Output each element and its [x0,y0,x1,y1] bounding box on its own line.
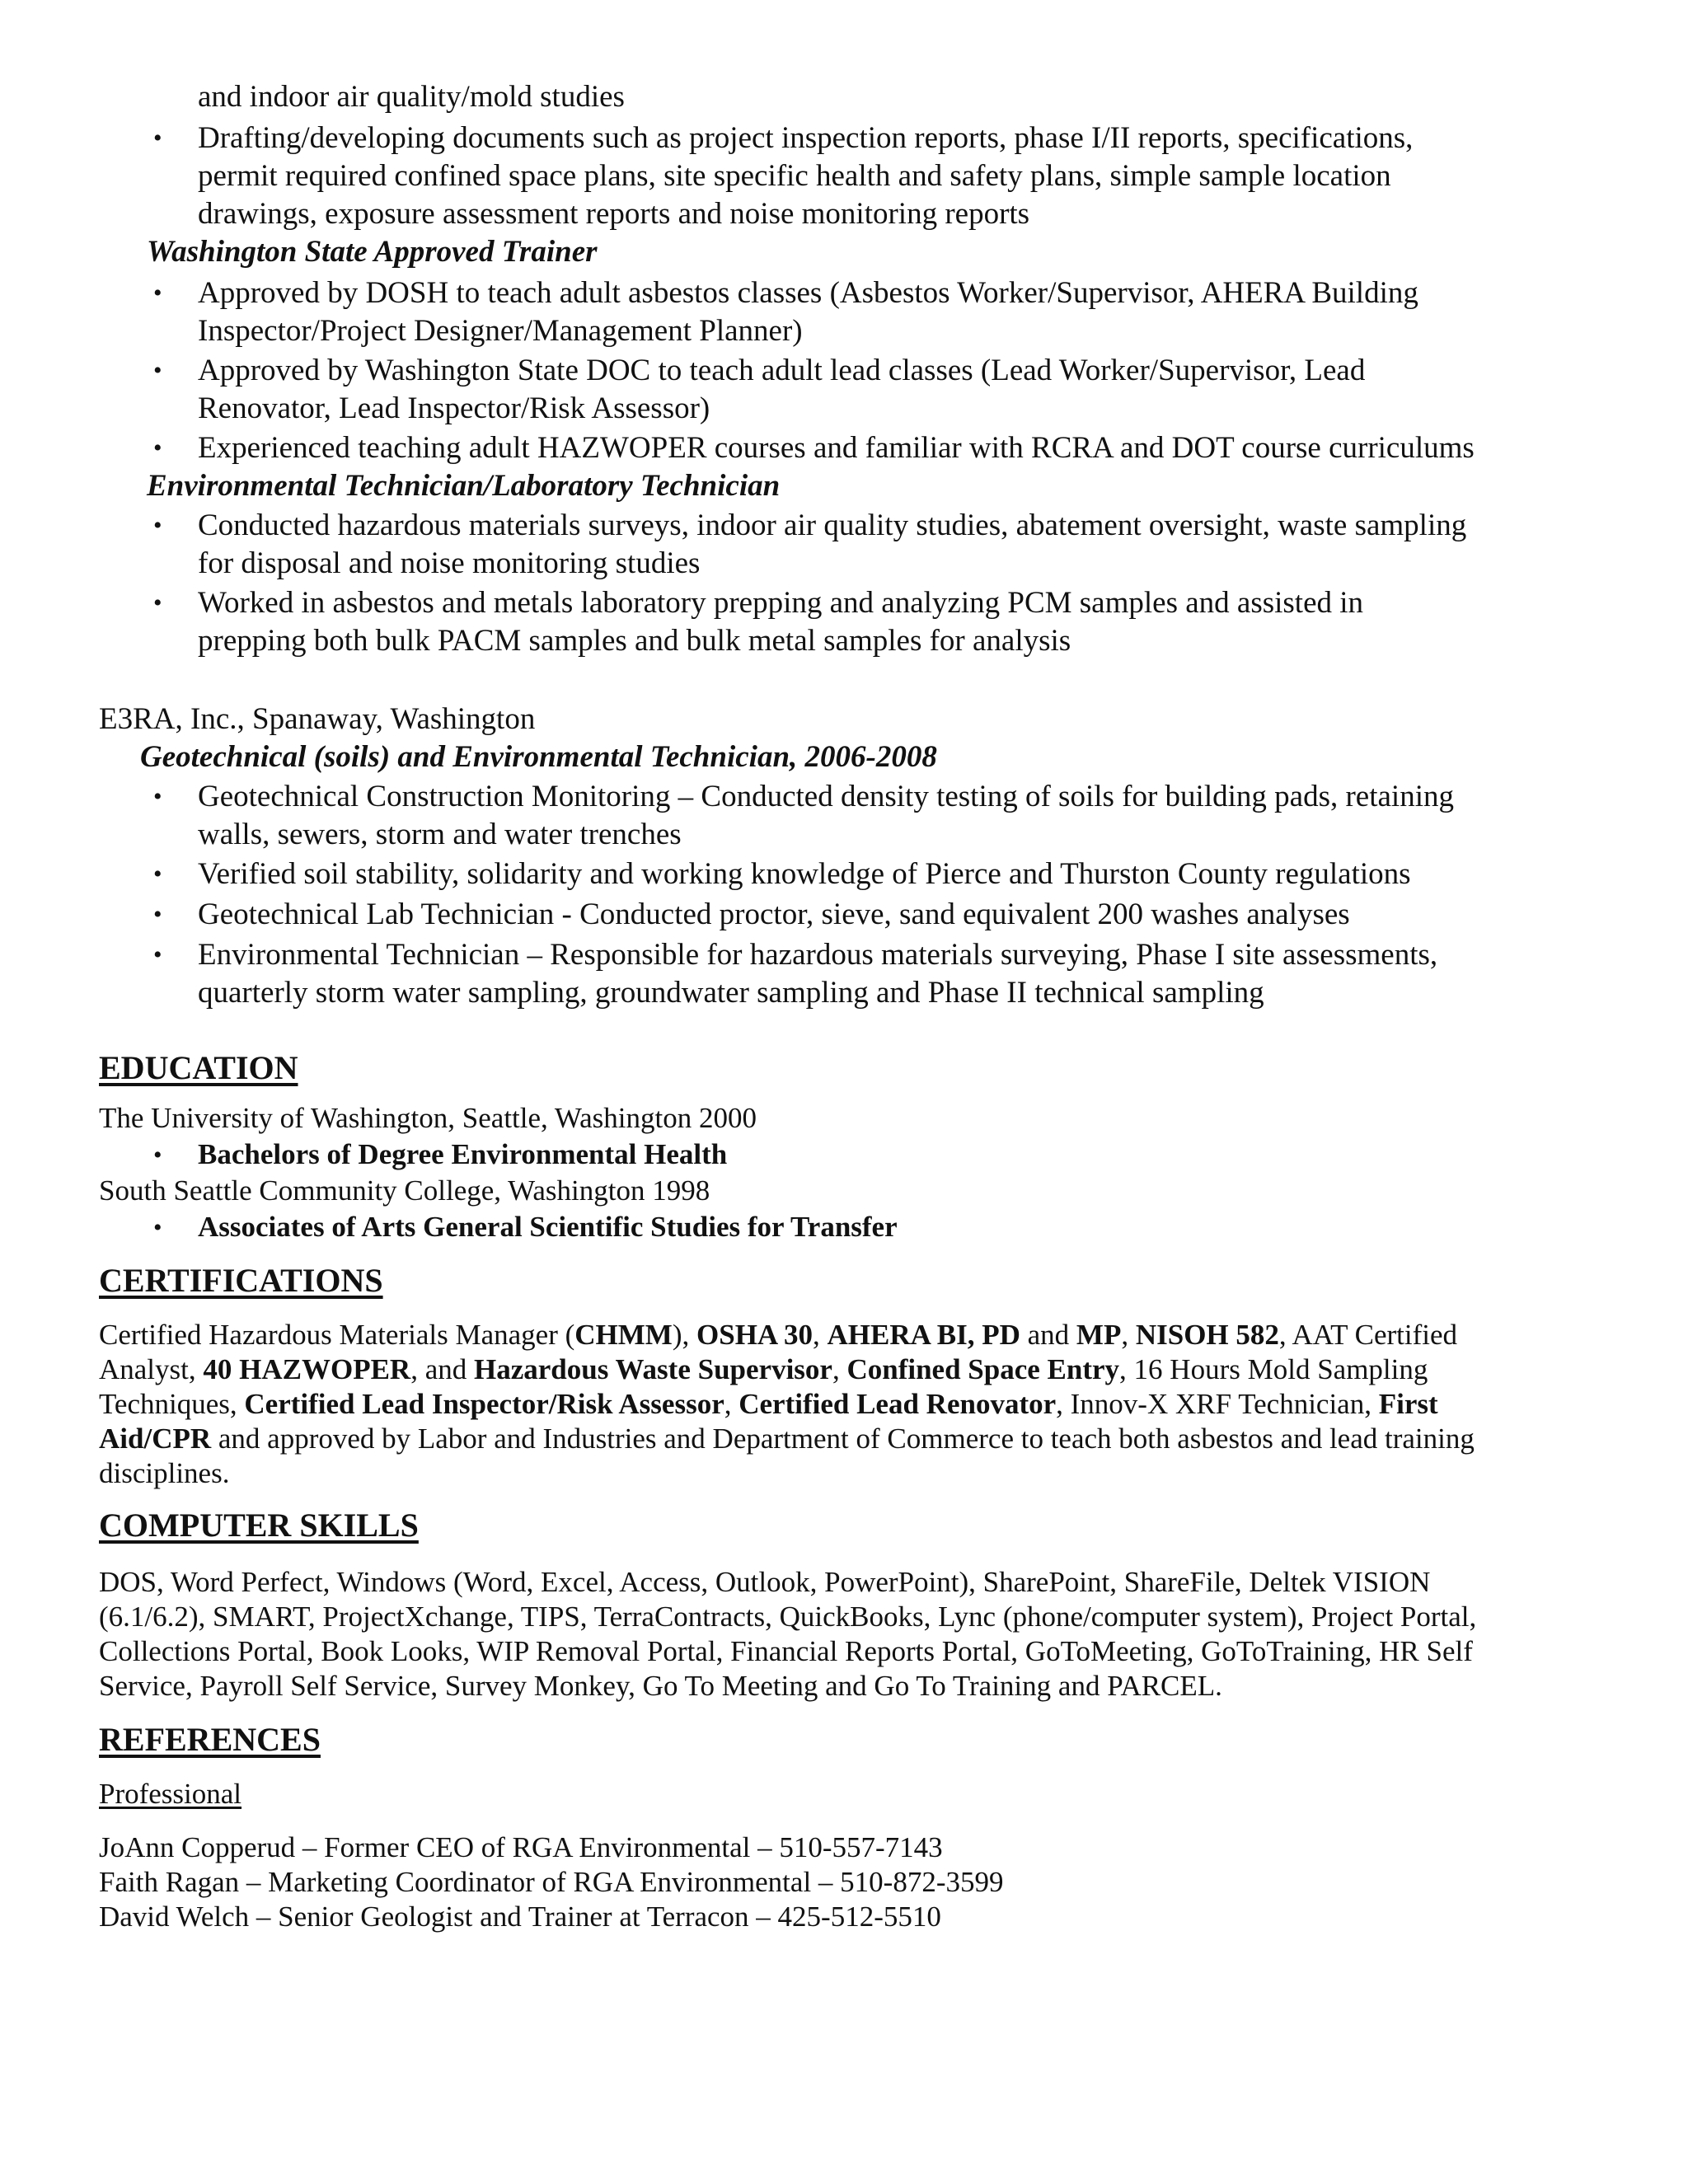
bullet-icon: • [153,1141,162,1169]
computer-skills-heading: COMPUTER SKILLS [99,1507,419,1544]
certifications-heading: CERTIFICATIONS [99,1262,383,1299]
bullet-icon: • [153,357,162,384]
experience-carry-line: and indoor air quality/mold studies [198,80,625,114]
reference-entry: JoAnn Copperud – Former CEO of RGA Environmental – 510-557-7143 [99,1831,943,1863]
certifications-line-1: Certified Hazardous Materials Manager (CHMM), OSHA 30, AHERA BI, PD and MP, NISOH 582, AAT Certified [99,1319,1458,1351]
computer-skills-line-4: Service, Payroll Self Service, Survey Monkey, Go To Meeting and Go To Training and PARCEL. [99,1670,1222,1702]
reference-entry: Faith Ragan – Marketing Coordinator of RGA Environmental – 510-872-3599 [99,1866,1004,1898]
computer-skills-line-3: Collections Portal, Book Looks, WIP Removal Portal, Financial Reports Portal, GoToMeeting, GoToTraining, HR Self [99,1635,1473,1667]
bullet-icon: • [153,124,162,152]
e3ra-bullet-3-line-1: Geotechnical Lab Technician - Conducted proctor, sieve, sand equivalent 200 washes analyses [198,898,1350,931]
certifications-line-4: Aid/CPR and approved by Labor and Industries and Department of Commerce to teach both asbestos and lead training [99,1422,1475,1455]
e3ra-bullet-4-line-2: quarterly storm water sampling, groundwater sampling and Phase II technical sampling [198,976,1264,1010]
tech-bullet-1-line-1: Conducted hazardous materials surveys, indoor air quality studies, abatement oversight, waste sampling [198,509,1467,542]
computer-skills-line-2: (6.1/6.2), SMART, ProjectXchange, TIPS, TerraContracts, QuickBooks, Lync (phone/computer system), Project Portal, [99,1601,1477,1633]
reference-entry: David Welch – Senior Geologist and Trainer at Terracon – 425-512-5510 [99,1900,941,1933]
bullet-icon: • [153,783,162,810]
certifications-line-5: disciplines. [99,1457,230,1489]
e3ra-employer: E3RA, Inc., Spanaway, Washington [99,702,536,736]
education-heading: EDUCATION [99,1049,298,1086]
tech-bullet-1-line-2: for disposal and noise monitoring studies [198,546,701,580]
certifications-line-2: Analyst, 40 HAZWOPER, and Hazardous Waste Supervisor, Confined Space Entry, 16 Hours Mold Sampling [99,1353,1428,1385]
trainer-bullet-2-line-1: Approved by Washington State DOC to teach adult lead classes (Lead Worker/Supervisor, Lead [198,354,1366,387]
tech-bullet-2-line-1: Worked in asbestos and metals laboratory prepping and analyzing PCM samples and assisted in [198,586,1364,620]
bullet-icon: • [153,860,162,888]
e3ra-bullet-1-line-1: Geotechnical Construction Monitoring – Conducted density testing of soils for building pads, retaining [198,780,1454,813]
e3ra-bullet-4-line-1: Environmental Technician – Responsible for hazardous materials surveying, Phase I site assessments, [198,938,1438,972]
certifications-line-3: Techniques, Certified Lead Inspector/Risk Assessor, Certified Lead Renovator, Innov-X XRF Technician, First [99,1388,1438,1420]
trainer-bullet-1-line-2: Inspector/Project Designer/Management Planner) [198,314,803,348]
education-school-1: The University of Washington, Seattle, Washington 2000 [99,1102,757,1134]
education-degree-1: Bachelors of Degree Environmental Health [198,1138,728,1170]
bullet-icon: • [153,279,162,307]
bullet-icon: • [153,901,162,928]
tech-heading: Environmental Technician/Laboratory Technician [147,469,781,503]
trainer-bullet-3-line-1: Experienced teaching adult HAZWOPER courses and familiar with RCRA and DOT course curriculums [198,431,1475,465]
tech-bullet-2-line-2: prepping both bulk PACM samples and bulk metal samples for analysis [198,624,1071,658]
bullet-icon: • [153,589,162,616]
bullet-icon: • [153,434,162,462]
drafting-bullet-line-2: permit required confined space plans, site specific health and safety plans, simple sample location [198,159,1391,193]
e3ra-bullet-1-line-2: walls, sewers, storm and water trenches [198,818,682,851]
trainer-bullet-2-line-2: Renovator, Lead Inspector/Risk Assessor) [198,391,710,425]
bullet-icon: • [153,512,162,539]
e3ra-bullet-2-line-1: Verified soil stability, solidarity and working knowledge of Pierce and Thurston County regulations [198,857,1411,891]
trainer-heading: Washington State Approved Trainer [147,235,598,269]
bullet-icon: • [153,1214,162,1241]
computer-skills-line-1: DOS, Word Perfect, Windows (Word, Excel, Access, Outlook, PowerPoint), SharePoint, ShareFile, Deltek VISION [99,1566,1431,1598]
drafting-bullet-line-1: Drafting/developing documents such as project inspection reports, phase I/II reports, specifications, [198,121,1414,155]
drafting-bullet-line-3: drawings, exposure assessment reports and noise monitoring reports [198,197,1030,231]
references-subheading: Professional [99,1778,242,1810]
trainer-bullet-1-line-1: Approved by DOSH to teach adult asbestos classes (Asbestos Worker/Supervisor, AHERA Building [198,276,1418,310]
e3ra-title: Geotechnical (soils) and Environmental Technician, 2006-2008 [140,740,937,774]
bullet-icon: • [153,941,162,968]
references-heading: REFERENCES [99,1721,321,1758]
education-degree-2: Associates of Arts General Scientific Studies for Transfer [198,1211,898,1243]
education-school-2: South Seattle Community College, Washington 1998 [99,1174,710,1207]
